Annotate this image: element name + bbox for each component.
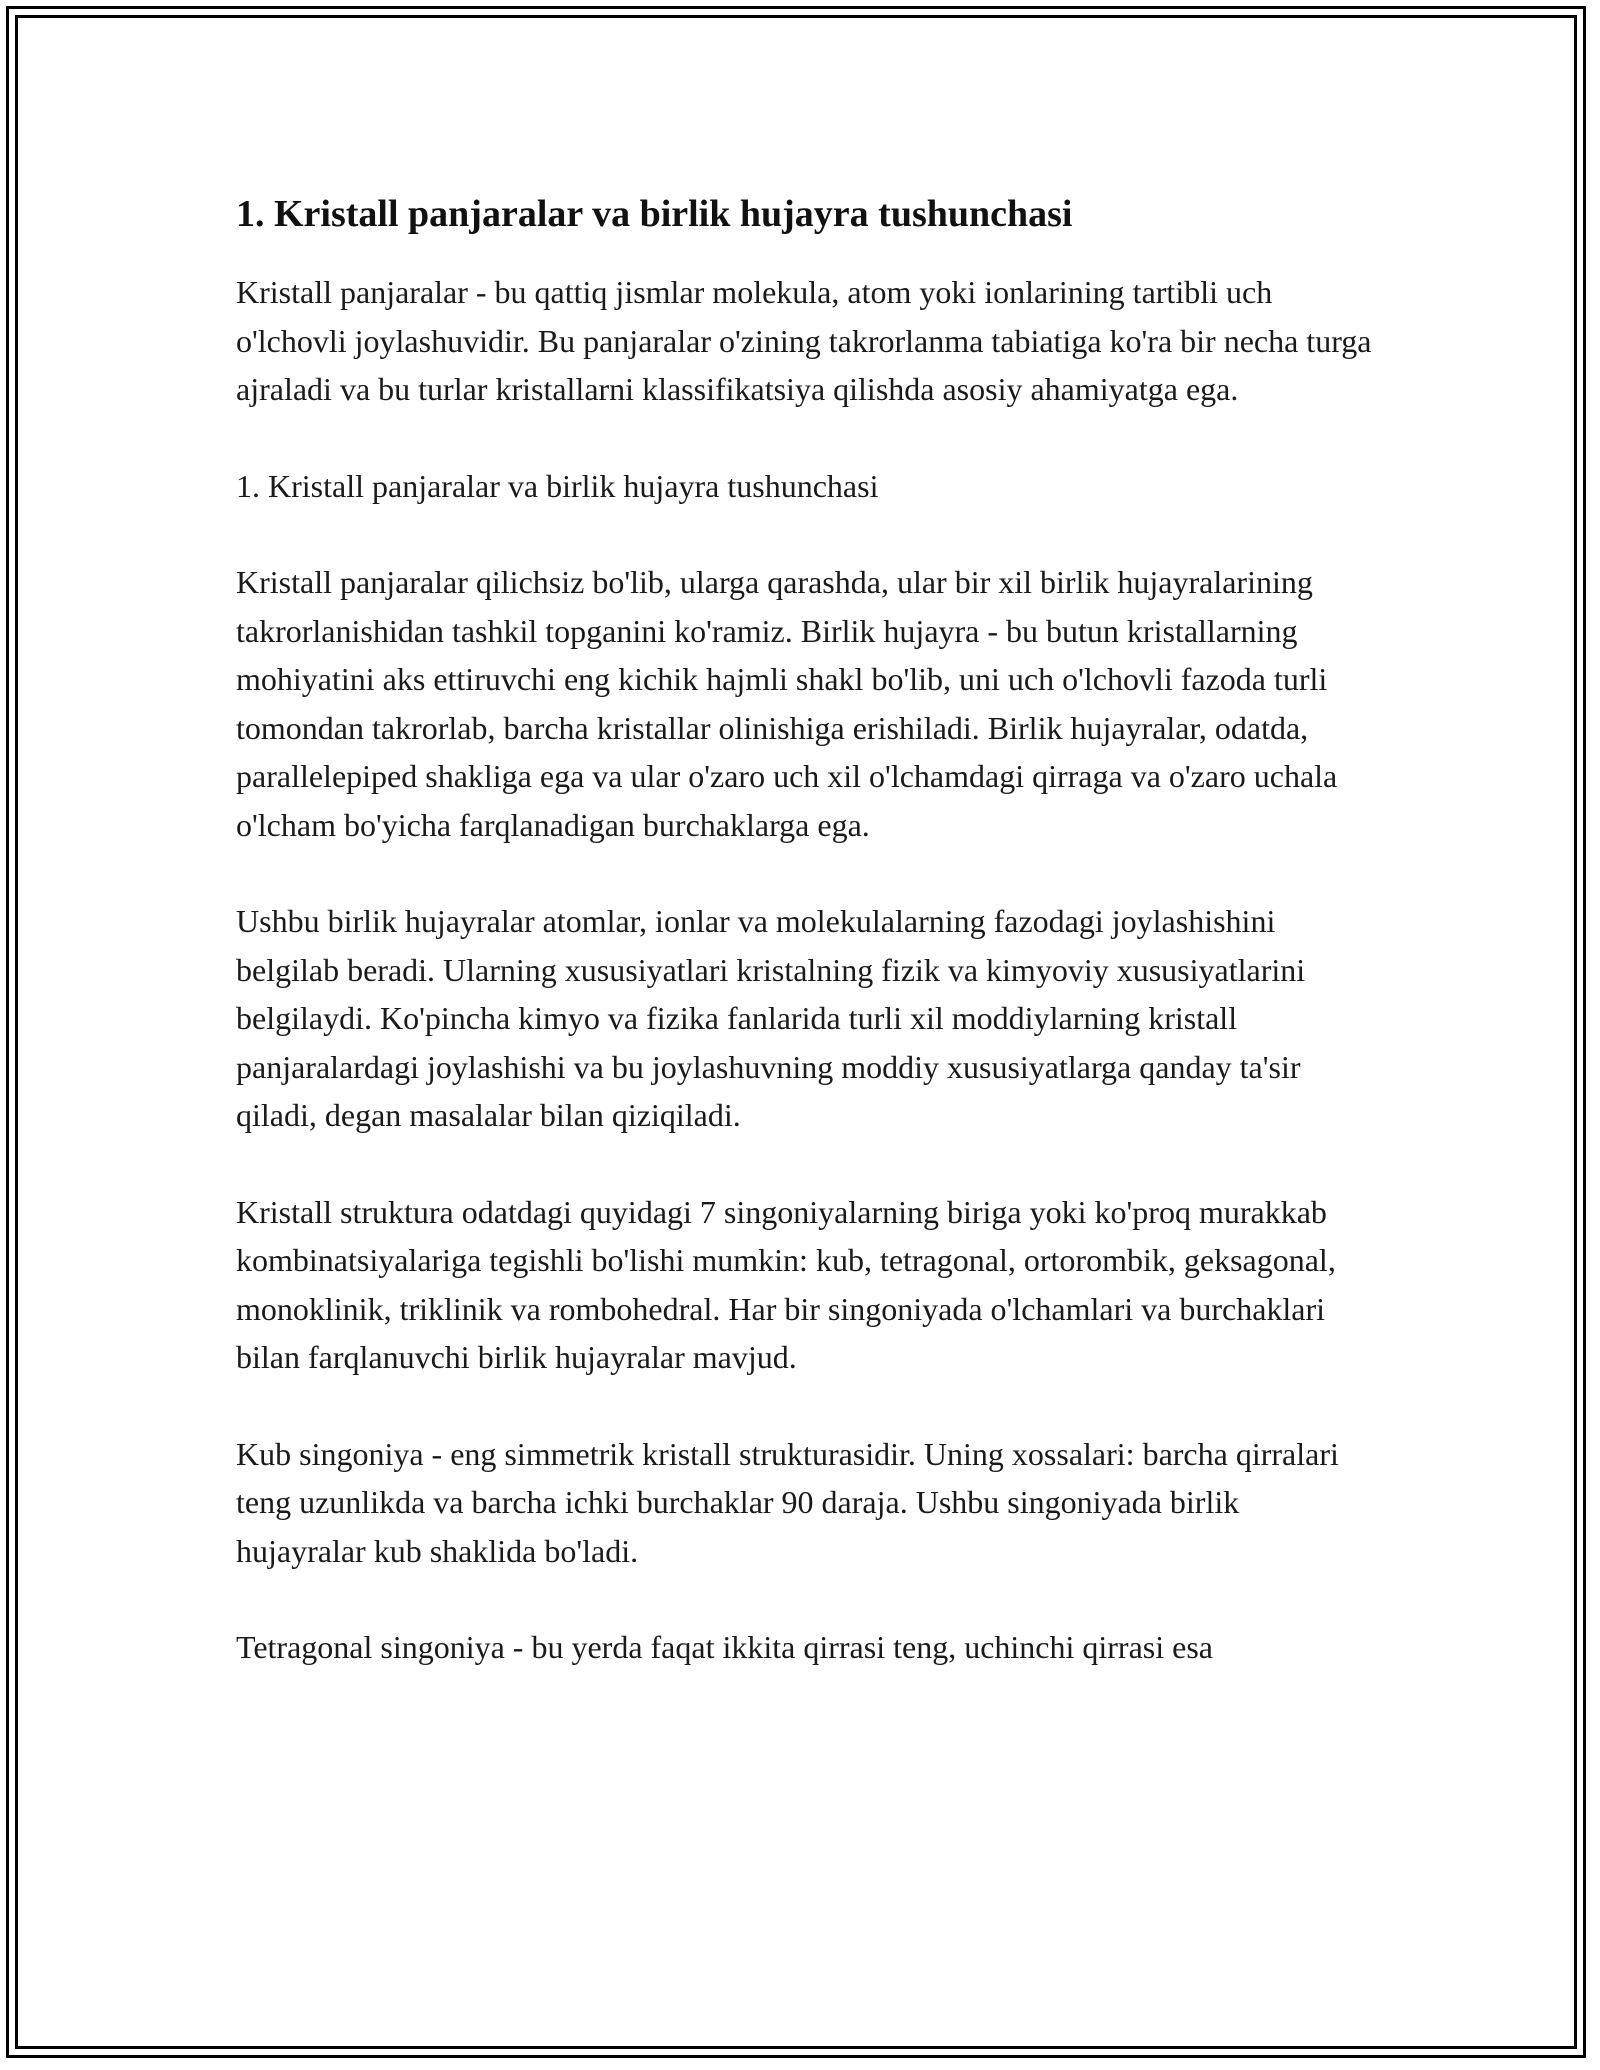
document-body (236, 186, 1376, 1720)
paragraph-subheading: 1. Kristall panjaralar va birlik hujayra tushunchasi (236, 467, 879, 504)
paragraph-tetragonal: Tetragonal singoniya - bu yerda faqat ikkita qirrasi teng, uchinchi qirrasi esa (236, 1629, 1213, 1665)
paragraph-crystal-systems: Kristall struktura odatdagi quyidagi 7 singoniyalarning biriga yoki ko'proq murakkab kombinatsiyalariga tegishli bo'lishi mumkin: kub, tetragonal, ortorombik, geksagonal, monoklinik, triklinik va rombohedral. Har bir singoniyada o'lchamlari va burchaklari bilan farqlanuvchi birlik hujayralar mavjud. (236, 1193, 1336, 1375)
paragraph-properties: Ushbu birlik hujayralar atomlar, ionlar va molekulalarning fazodagi joylashishini belgilab beradi. Ularning xususiyatlari kristalning fizik va kimyoviy xususiyatlarini belgilaydi. Ko'pincha kimyo va fizika fanlarida turli xil moddiylarning kristall panjaralardagi joylashishi va bu joylashuvning moddiy xususiyatlarga qanday ta'sir qiladi, degan masalalar bilan qiziqiladi. (236, 903, 1306, 1133)
paragraph-unit-cell: Kristall panjaralar qilichsiz bo'lib, ularga qarashda, ular bir xil birlik hujayralarining takrorlanishidan tashkil topganini ko'ramiz. Birlik hujayra - bu butun kristallarning mohiyatini aks ettiruvchi eng kichik hajmli shakl bo'lib, uni uch o'lchovli fazoda turli tomondan takrorlab, barcha kristallar olinishiga erishiladi. Birlik hujayralar, odatda, parallelepiped shakliga ega va ular o'zaro uch xil o'lchamdagi qirraga va o'zaro uchala o'lcham bo'yicha farqlanadigan burchaklarga ega. (236, 564, 1338, 843)
paragraph-intro: Kristall panjaralar - bu qattiq jismlar molekula, atom yoki ionlarining tartibli uch o'lchovli joylashuvidir. Bu panjaralar o'zining takrorlanma tabiatiga ko'ra bir necha turga ajraladi va bu turlar kristallarni klassifikatsiya qilishda asosiy ahamiyatga ega. (236, 274, 1372, 407)
paragraph-cubic: Kub singoniya - eng simmetrik kristall strukturasidir. Uning xossalari: barcha qirralari teng uzunlikda va barcha ichki burchaklar 90 daraja. Ushbu singoniyada birlik hujayralar kub shaklida bo'ladi. (236, 1435, 1339, 1569)
section-heading: 1. Kristall panjaralar va birlik hujayra tushunchasi (236, 193, 1073, 235)
